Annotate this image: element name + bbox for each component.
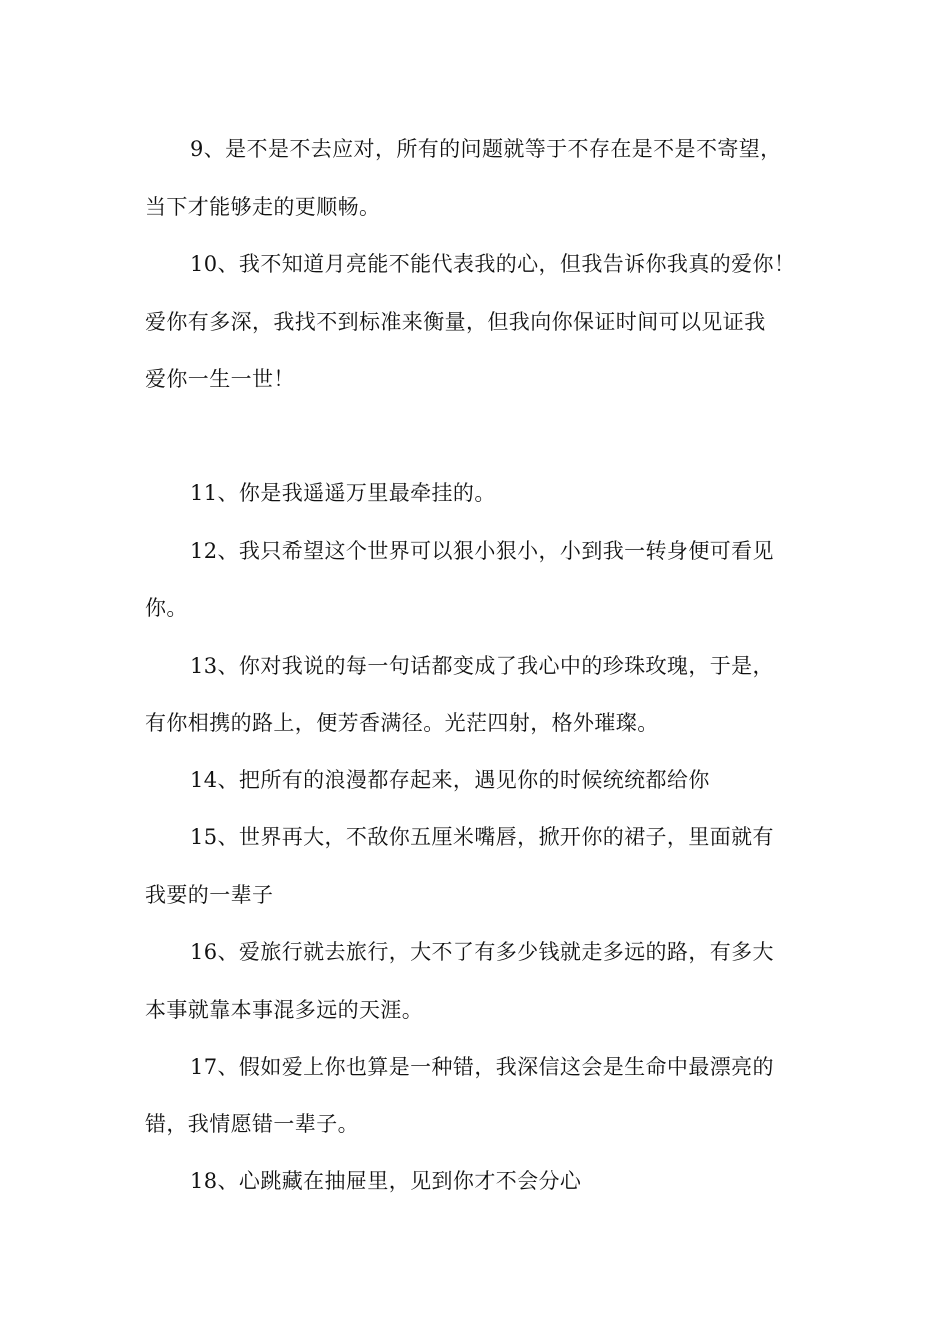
- paragraph-15-line-1: 15、世界再大，不敌你五厘米嘴唇，掀开你的裙子，里面就有: [190, 825, 774, 849]
- paragraph-12-line-2: 你。: [145, 596, 188, 620]
- paragraph-10-line-3: 爱你一生一世！: [145, 367, 295, 391]
- paragraph-17-line-2: 错，我情愿错一辈子。: [145, 1112, 359, 1136]
- paragraph-11-line-1: 11、你是我遥遥万里最牵挂的。: [190, 481, 496, 505]
- paragraph-13-line-1: 13、你对我说的每一句话都变成了我心中的珍珠玫瑰，于是，: [190, 654, 774, 678]
- paragraph-16-line-1: 16、爱旅行就去旅行，大不了有多少钱就走多远的路，有多大: [190, 940, 774, 964]
- paragraph-10-line-2: 爱你有多深，我找不到标准来衡量，但我向你保证时间可以见证我: [145, 310, 766, 334]
- paragraph-9-line-1: 9、是不是不去应对，所有的问题就等于不存在是不是不寄望，: [190, 137, 782, 161]
- paragraph-18-line-1: 18、心跳藏在抽屉里，见到你才不会分心: [190, 1169, 582, 1193]
- paragraph-9-line-2: 当下才能够走的更顺畅。: [145, 195, 381, 219]
- paragraph-14-line-1: 14、把所有的浪漫都存起来，遇见你的时候统统都给你: [190, 768, 710, 792]
- paragraph-15-line-2: 我要的一辈子: [145, 883, 274, 907]
- paragraph-17-line-1: 17、假如爱上你也算是一种错，我深信这会是生命中最漂亮的: [190, 1055, 774, 1079]
- paragraph-13-line-2: 有你相携的路上，便芳香满径。光茫四射，格外璀璨。: [145, 711, 659, 735]
- paragraph-10-line-1: 10、我不知道月亮能不能代表我的心，但我告诉你我真的爱你！: [190, 252, 796, 276]
- paragraph-16-line-2: 本事就靠本事混多远的天涯。: [145, 998, 424, 1022]
- paragraph-12-line-1: 12、我只希望这个世界可以狠小狠小，小到我一转身便可看见: [190, 539, 774, 563]
